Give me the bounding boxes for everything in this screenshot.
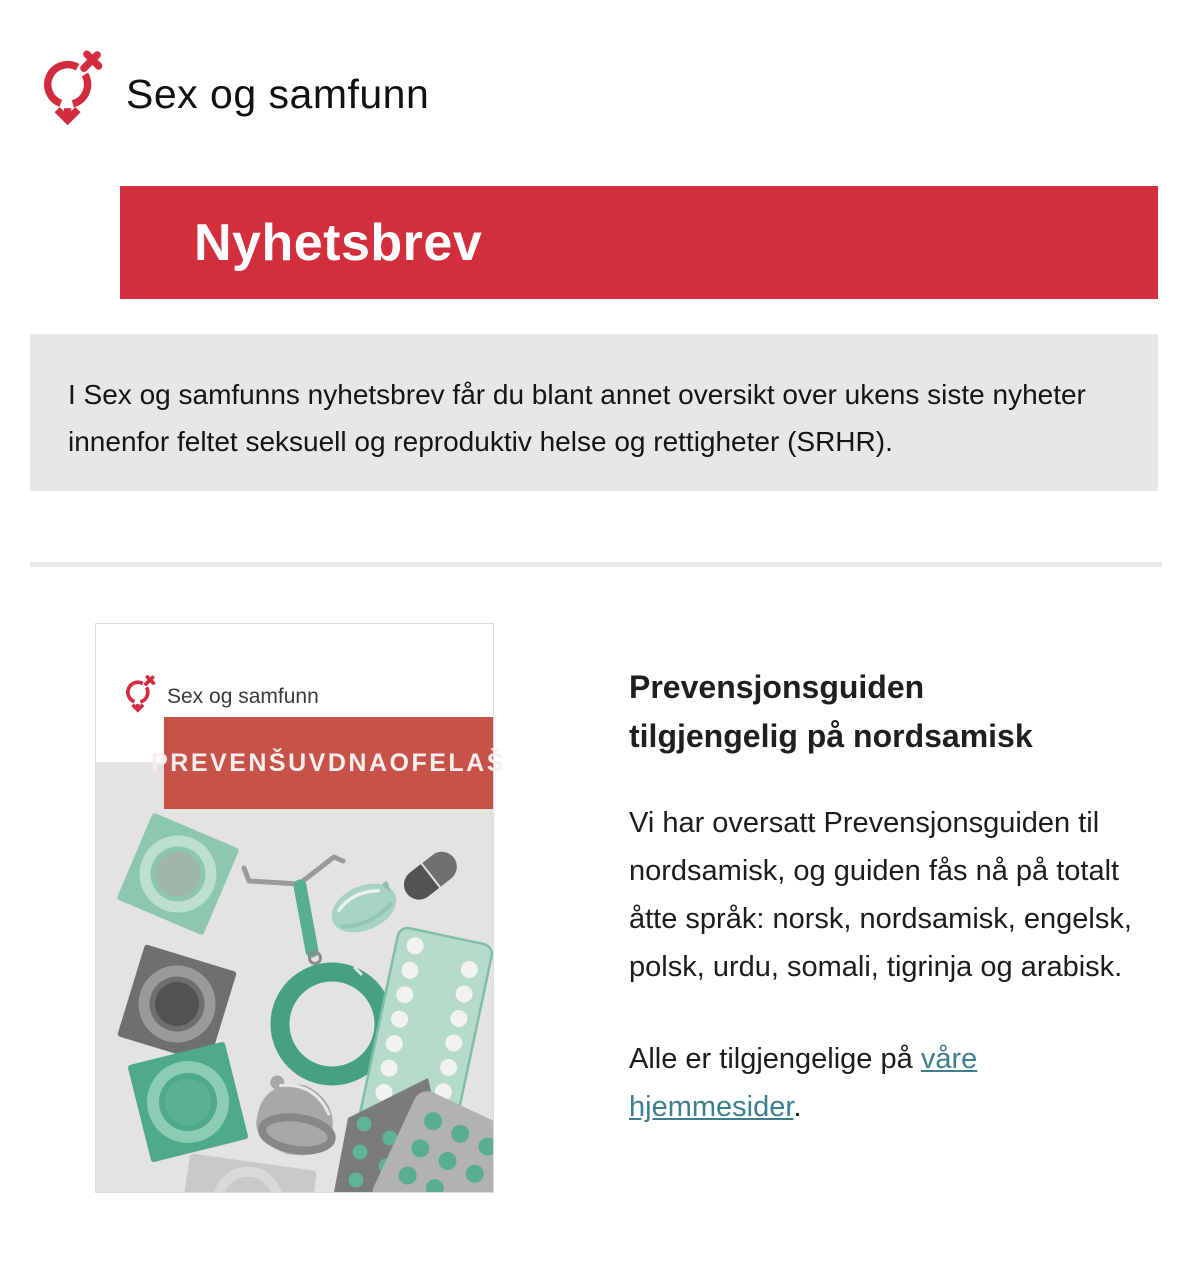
brand-name: Sex og samfunn bbox=[126, 70, 430, 117]
article-body: Vi har oversatt Prevensjonsguiden til nordsamisk, og guiden fås nå på totalt åtte språk: norsk, nordsamisk, engelsk, polsk, urdu, somali, tigrinja og arabisk. bbox=[629, 807, 1132, 983]
gender-symbol-icon bbox=[123, 668, 160, 718]
homepage-link[interactable]: våre hjemmesider bbox=[629, 1043, 978, 1123]
cover-title-band bbox=[151, 717, 506, 809]
article-heading-line1: Prevensjonsguiden bbox=[629, 669, 925, 705]
article-text bbox=[629, 623, 1149, 1193]
brand-logo[interactable] bbox=[38, 35, 1190, 137]
article-heading bbox=[629, 663, 1149, 761]
gender-symbol-icon bbox=[38, 36, 112, 136]
newsletter-title: Nyhetsbrev bbox=[194, 213, 483, 272]
intro-text-line1: I Sex og samfunns nyhetsbrev får du blant annet oversikt over ukens siste nyheter bbox=[68, 379, 1086, 410]
guide-cover-image[interactable] bbox=[95, 623, 506, 1193]
header bbox=[0, 35, 1190, 137]
cover-title: PREVENŠUVDNAOFELAŠ bbox=[151, 748, 506, 777]
closing-suffix: . bbox=[793, 1091, 802, 1123]
cover-brand-name: Sex og samfunn bbox=[167, 685, 319, 708]
intro-text-line2: innenfor feltet seksuell og reproduktiv helse og rettigheter (SRHR). bbox=[68, 426, 893, 457]
intro-box bbox=[30, 334, 1158, 491]
contraception-illustration bbox=[96, 762, 493, 1192]
section-divider bbox=[30, 562, 1162, 567]
article-closing bbox=[629, 1035, 1149, 1131]
closing-prefix: Alle er tilgjengelige på bbox=[629, 1043, 921, 1075]
article-section bbox=[95, 623, 1190, 1193]
article-heading-line2: tilgjengelig på nordsamisk bbox=[629, 718, 1033, 754]
newsletter-banner bbox=[120, 186, 1158, 299]
